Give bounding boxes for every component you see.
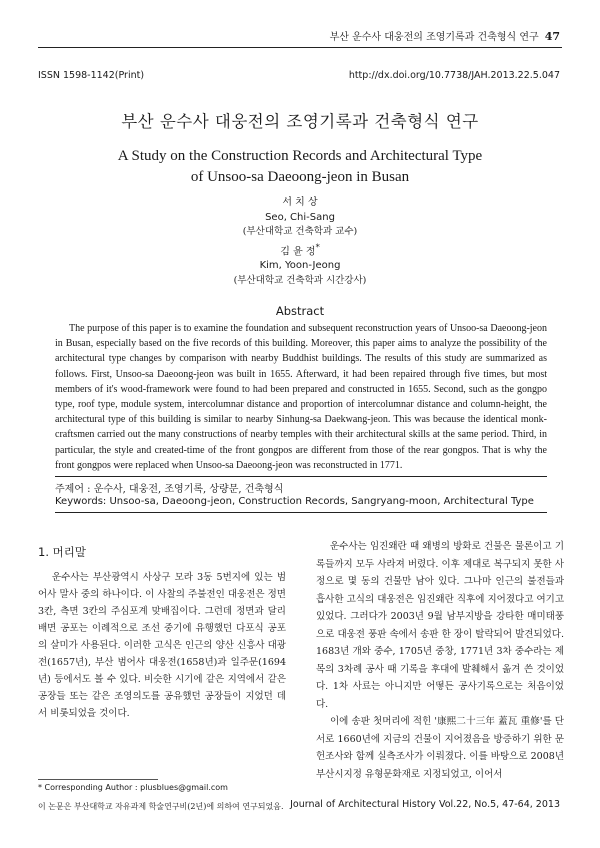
right-column [316,538,564,783]
funding-note: 이 논문은 부산대학교 자유과제 학술연구비(2년)에 의하여 연구되었음. [38,802,284,811]
keywords-english: Keywords: Unsoo-sa, Daeoong-jeon, Construction Records, Sangryang-moon, Architectural Type [55,496,534,507]
title-english [0,146,600,188]
issn: ISSN 1598-1142(Print) [38,70,145,81]
right-paragraph-2: 이에 송판 첫머리에 적힌 '康熙二十三年 蓋瓦 重修'를 단서로 1660년에 지금의 건물이 지어졌음을 방증하기 위한 문헌조사와 함께 실측조사가 이뤄졌다. 이를 바탕으로 2008년 부산시지정 유형문화재로 지정되었고, 이어서 [316,716,564,780]
running-title: 부산 운수사 대웅전의 조영기록과 건축형식 연구 [329,32,539,43]
left-column [38,569,286,722]
abstract-heading: Abstract [275,304,325,318]
abstract-rule-top [55,476,547,477]
journal-info: Journal of Architectural History Vol.22, No.5, 47-64, 2013 [290,799,560,810]
author-2-affiliation: (부산대학교 건축학과 시간강사) [233,274,367,286]
section-heading: 1. 머리말 [38,545,86,559]
title-english-line-2: of Unsoo-sa Daeoong-jeon in Busan [190,169,410,185]
corresponding-author-note: * Corresponding Author : plusblues@gmail.com [38,783,228,792]
page-number: 47 [544,30,560,43]
title-english-line-1: A Study on the Construction Records and Architectural Type [117,148,483,164]
author-1-name-ko: 서 치 상 [282,197,318,208]
keywords-korean: 주제어 : 운수사, 대웅전, 조영기록, 상량문, 건축형식 [55,484,284,495]
doi-link[interactable]: http://dx.doi.org/10.7738/JAH.2013.22.5.047 [348,70,560,81]
running-header [330,28,560,43]
corresponding-mark: * [315,241,320,252]
header-rule [38,47,562,48]
author-1-name-en: Seo, Chi-Sang [265,211,335,223]
author-2-name-en: Kim, Yoon-Jeong [259,260,341,272]
author-2-name-ko-line [0,240,600,260]
author-2-name-ko: 김 윤 정 [280,245,316,257]
left-paragraph: 운수사는 부산광역시 사상구 모라 3동 5번지에 있는 범어사 말사 중의 하나이다. 이 사찰의 주불전인 대웅전은 정면 3칸, 측면 3칸의 주심포계 맞배집이다. 그런데 정면과 달리 배면 공포는 이례적으로 조선 중기에 유행했던 다포식 공포의 살미가 사용된다. 이러한 고식은 인근의 양산 신흥사 대광전(1657년), 부산 범어사 대웅전(1658년)과 일주문(1694년) 등에서도 볼 수 있다. 비슷한 시기에 같은 지역에서 같은 공장들 또는 같은 조영의도를 공유했던 공장들이 지었던 데서 비롯되었을 것이다. [38,572,286,719]
right-paragraph-1: 운수사는 임진왜란 때 왜병의 방화로 건물은 물론이고 기록들까지 모두 사라져 버렸다. 이후 제대로 복구되지 못한 사정으로 몇 동의 건물만 남아 있다. 그나마 인근의 불전들과 흡사한 고식의 대웅전은 임진왜란 직후에 지어졌다고 여기고 있었다. 그러다가 2003년 9월 남부지방을 강타한 매미태풍으로 대웅전 풍판 속에서 송판 한 장이 탈락되어 발견되었다. 1683년 개와 중수, 1705년 중창, 1771년 3차 중수라는 제목의 3차례 공사 때 기록을 후대에 발췌해서 옮겨 쓴 것이었다. 1차 사료는 아니지만 어떻든 공사기록으로는 처음이었다. [316,541,564,710]
title-korean: 부산 운수사 대웅전의 조영기록과 건축형식 연구 [121,112,479,131]
author-1-affiliation: (부산대학교 건축학과 교수) [242,226,358,237]
authors-block [0,196,600,288]
abstract-text: The purpose of this paper is to examine the foundation and subsequent reconstruction years of Unsoo-sa Daeoong-jeon in Busan, especially based on the five records of this building. Moreover, this paper aims to analyze the possibility of the architectural type changes by comparison with nearby Buddhist buildings. The results of this study are summarized as follows. First, Unsoo-sa Daeoong-jeon was built in 1655. Afterward, it had been repaired through five times, but most members of it's wood-framework were found to had been prepared and constructed in 1655. Second, such as the gongpo type, roof type, module system, intercolumnar distance and proportion of intercolumnar distance and column-height, the architectural type of this building is similar to nearby Sinhung-sa Daekwang-jeon. This was because the identical monk-craftsmen carried out the many constructions of nearby temples with their architectural skills at the same period. Third, in particular, the style and created-time of the front gongpos are different from those of the rear gongpos. That is why the front gongpos were replaced when Unsoo-sa Daeoong-jeon was reconstructed in 1771. [55,323,547,471]
abstract-rule-bottom [55,512,547,513]
footnote-rule [38,779,158,780]
